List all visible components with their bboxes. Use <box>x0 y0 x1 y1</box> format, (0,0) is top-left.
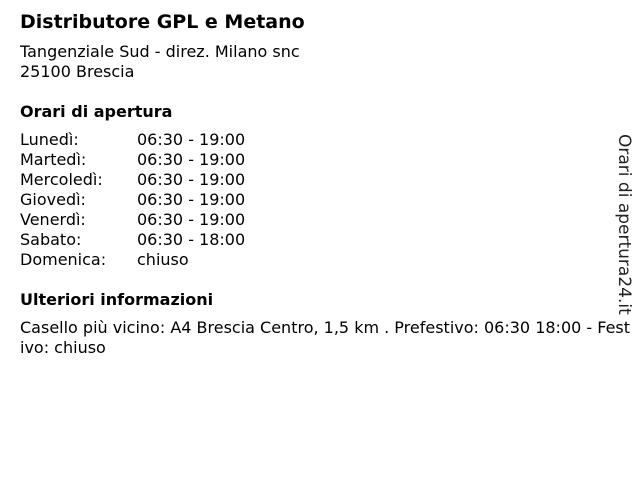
day-label: Sabato: <box>20 230 82 249</box>
listing-page <box>20 10 632 358</box>
hours-value: 06:30 - 18:00 <box>137 230 246 249</box>
hours-value: 06:30 - 19:00 <box>137 130 246 149</box>
page-title: Distributore GPL e Metano <box>20 11 305 33</box>
day-label: Giovedì: <box>20 190 86 209</box>
site-watermark: Orari di apertura24.it <box>614 134 634 315</box>
hours-value: 06:30 - 19:00 <box>137 150 246 169</box>
address-block <box>20 42 632 82</box>
opening-hours-table <box>20 130 632 270</box>
day-label: Lunedì: <box>20 130 79 149</box>
hours-row-sunday <box>20 250 632 270</box>
hours-value: 06:30 - 19:00 <box>137 170 246 189</box>
opening-hours-heading: Orari di apertura <box>20 102 173 121</box>
day-label: Venerdì: <box>20 210 86 229</box>
day-label: Domenica: <box>20 250 107 269</box>
hours-row-friday <box>20 210 632 230</box>
additional-info-text: Casello più vicino: A4 Brescia Centro, 1,5 km . Prefestivo: 06:30 18:00 - Festivo: chiuso <box>20 318 631 357</box>
hours-row-thursday <box>20 190 632 210</box>
day-label: Martedì: <box>20 150 87 169</box>
hours-value: 06:30 - 19:00 <box>137 210 246 229</box>
additional-info-heading: Ulteriori informazioni <box>20 290 214 309</box>
hours-row-monday <box>20 130 632 150</box>
address-street: Tangenziale Sud - direz. Milano snc <box>20 42 300 61</box>
hours-row-wednesday <box>20 170 632 190</box>
address-city: 25100 Brescia <box>20 62 135 81</box>
hours-row-saturday <box>20 230 632 250</box>
hours-row-tuesday <box>20 150 632 170</box>
day-label: Mercoledì: <box>20 170 103 189</box>
hours-value: 06:30 - 19:00 <box>137 190 246 209</box>
hours-value: chiuso <box>137 250 189 269</box>
